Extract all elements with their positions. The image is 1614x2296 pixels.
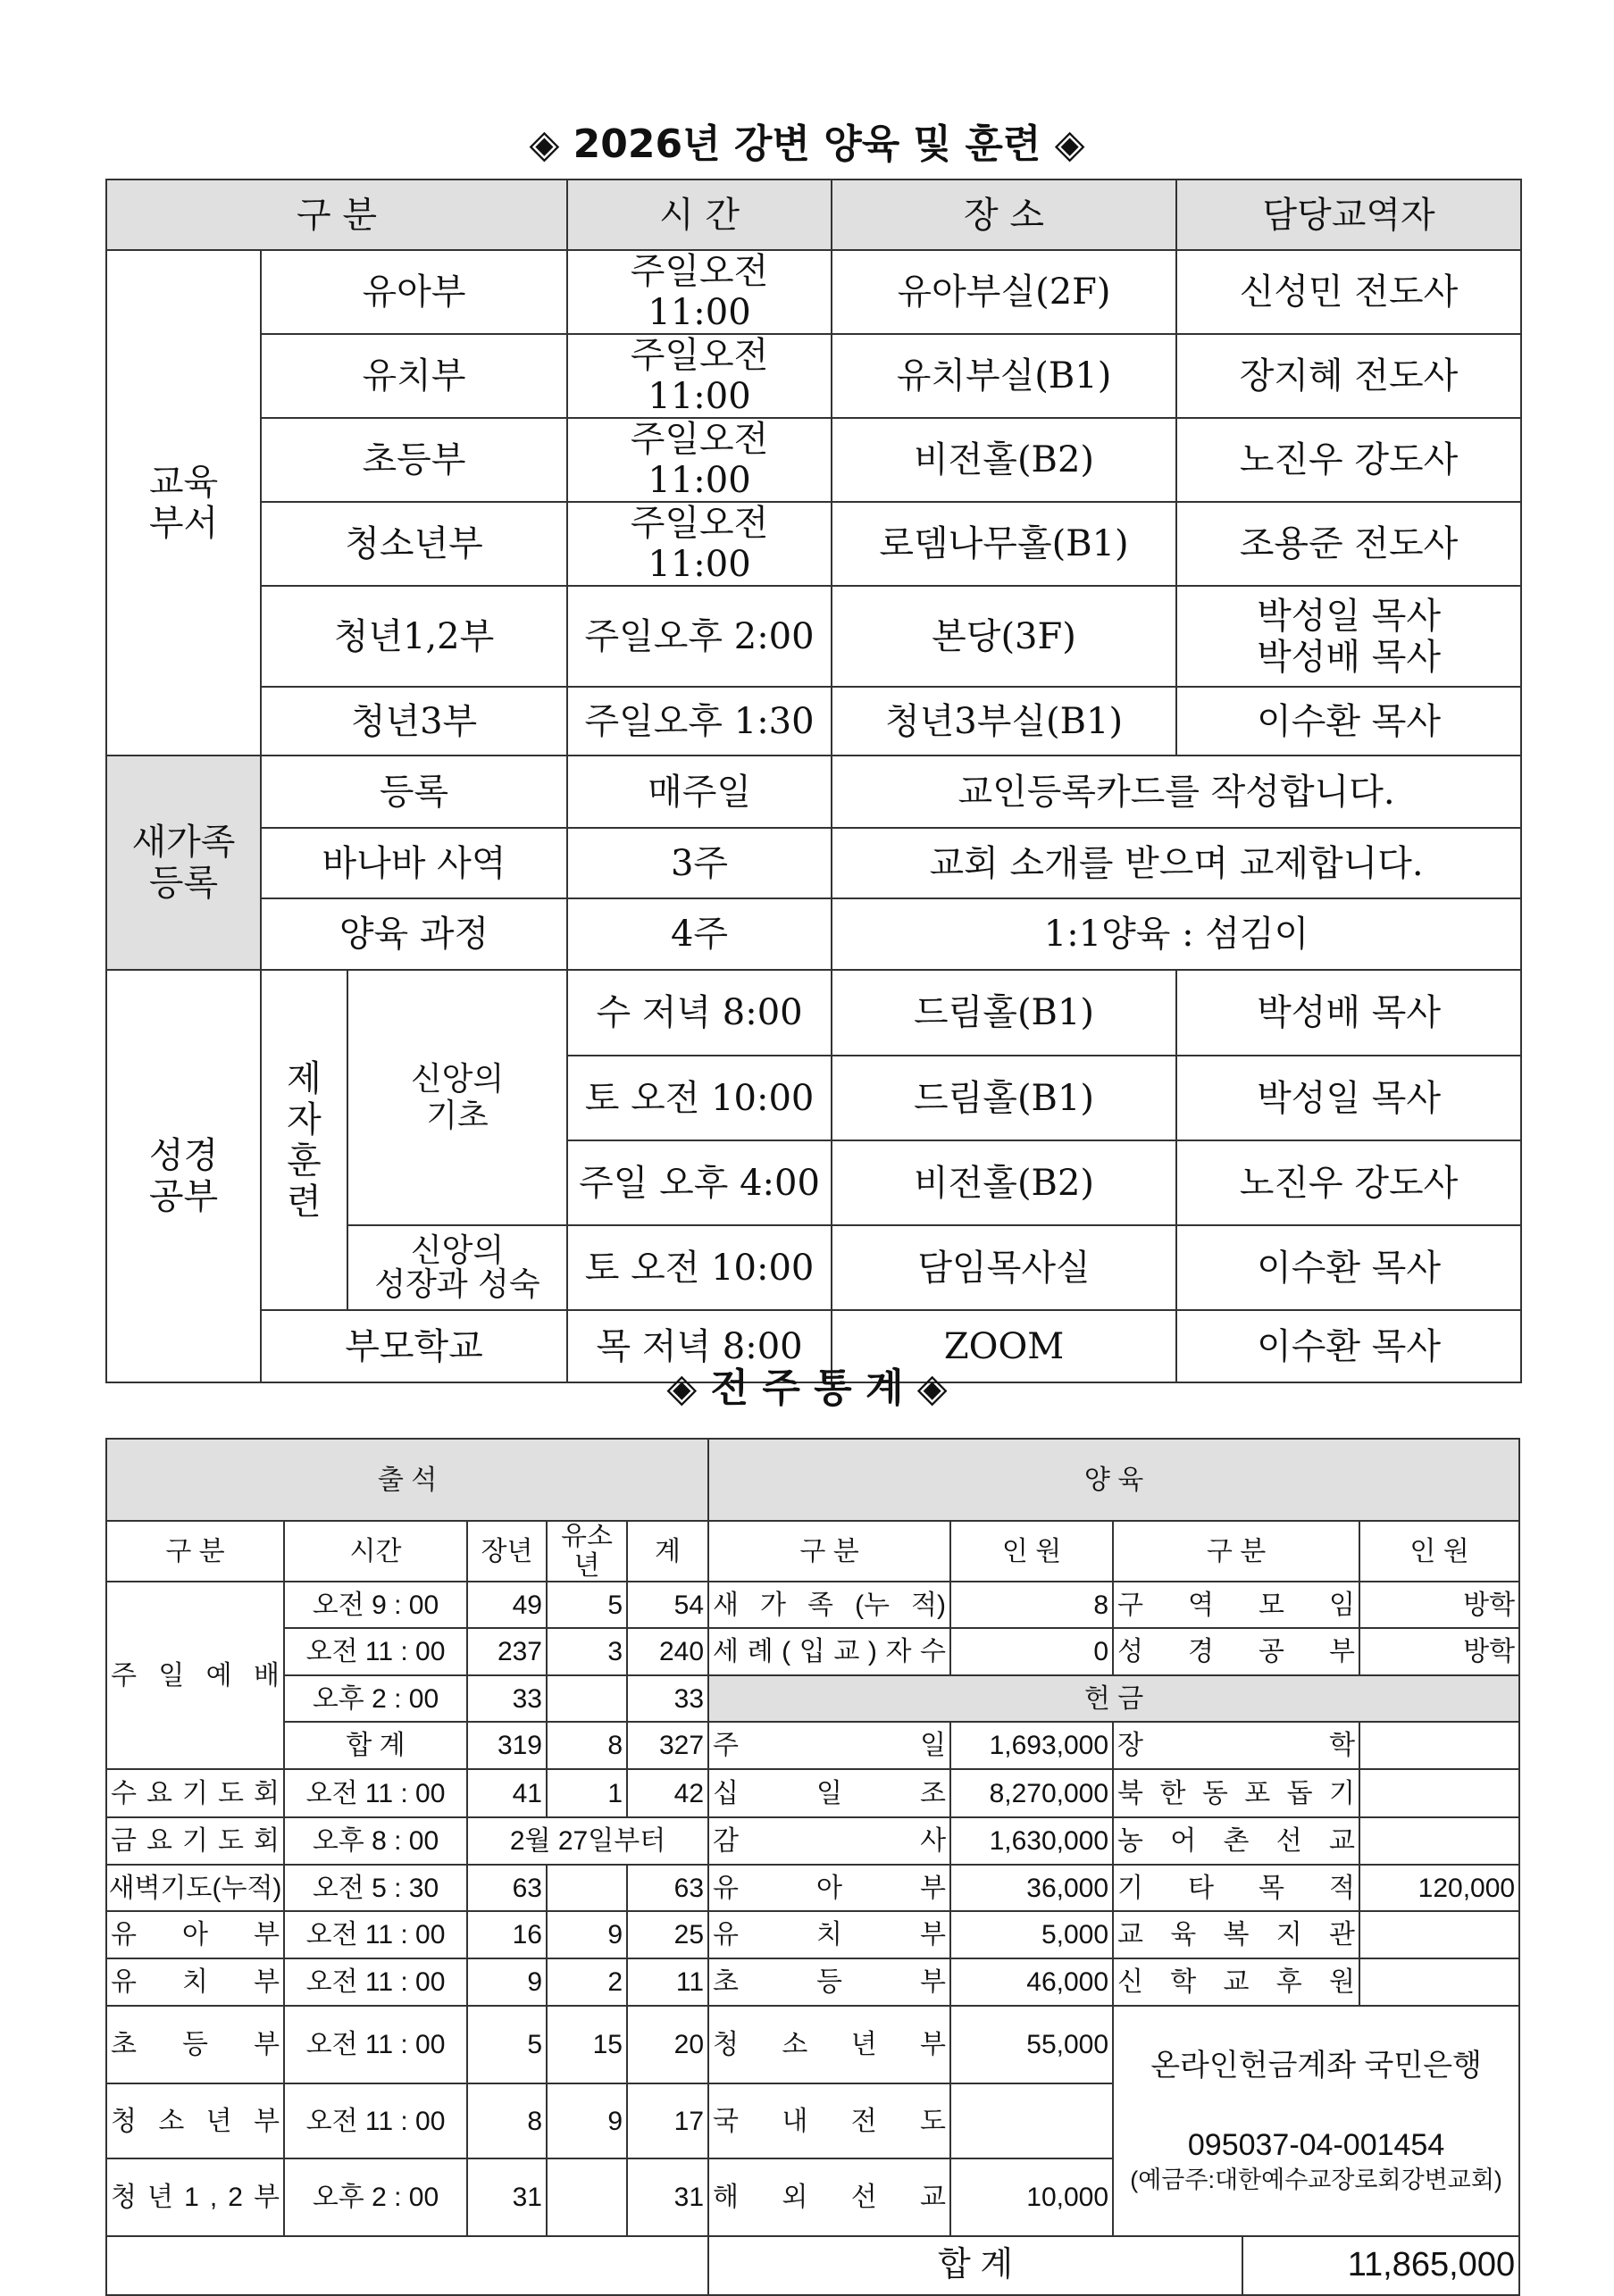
place: 드림홀(B1) [832,970,1176,1056]
header-n-count2: 인 원 [1359,1521,1519,1582]
service-name: 초 등 부 [106,2006,284,2083]
adult: 31 [467,2158,547,2236]
offering-name2: 교 육 복 지 관 [1113,1911,1359,1958]
adult: 41 [467,1769,547,1817]
header-n-count: 인 원 [950,1521,1113,1582]
total: 54 [627,1582,708,1628]
youth [547,1675,627,1722]
table-row [106,1911,1519,1958]
header-staff: 담당교역자 [1176,180,1521,250]
bank-line: 온라인헌금계좌 국민은행 [1150,2049,1482,2083]
offering-amount2 [1359,1817,1519,1865]
adult: 8 [467,2083,547,2158]
youth: 15 [547,2006,627,2083]
offering-amount: 8,270,000 [950,1769,1113,1817]
offering-amount: 55,000 [950,2006,1113,2083]
offering-name: 십 일 조 [708,1769,950,1817]
offering-amount: 46,000 [950,1958,1113,2006]
total: 327 [627,1722,708,1769]
time: 목 저녁 8:00 [567,1310,832,1382]
stats-table [105,1438,1520,2296]
sunday-label: 주 일 예 배 [106,1582,284,1769]
staff: 박성일 목사 박성배 목사 [1176,586,1521,687]
time: 주일오후 1:30 [567,687,832,756]
adult: 5 [467,2006,547,2083]
table-row [106,898,1521,970]
table-row [106,1865,1519,1911]
time: 주일오전 11:00 [567,502,832,586]
offering-amount2 [1359,1911,1519,1958]
header-category: 구 분 [106,180,567,250]
staff: 박성배 목사 [1176,970,1521,1056]
time: 오전 9 : 00 [284,1582,467,1628]
time: 오전 5 : 30 [284,1865,467,1911]
service-name: 수 요 기 도 회 [106,1769,284,1817]
youth [547,1865,627,1911]
offering-amount: 1,630,000 [950,1817,1113,1865]
table-row [106,687,1521,756]
time: 오전 11 : 00 [284,1769,467,1817]
offering-amount: 10,000 [950,2158,1113,2236]
bible-label: 성경 공부 [106,970,261,1382]
place: 본당(3F) [832,586,1176,687]
offering-name: 감 사 [708,1817,950,1865]
offering-name: 유 치 부 [708,1911,950,1958]
youth: 2 [547,1958,627,2006]
bank-holder: (예금주:대한예수교장로회강변교회) [1130,2166,1502,2193]
adult: 16 [467,1911,547,1958]
service-name: 유 치 부 [106,1958,284,2006]
header-n-category2: 구 분 [1113,1521,1359,1582]
item: 바나바 사역 [261,828,567,898]
service-name: 청 소 년 부 [106,2083,284,2158]
youth: 3 [547,1628,627,1675]
period: 4주 [567,898,832,970]
total-label: 합 계 [708,2236,1242,2295]
total: 31 [627,2158,708,2236]
total: 240 [627,1628,708,1675]
staff: 신성민 전도사 [1176,250,1521,334]
item: 등록 [261,756,567,828]
subtotal-label: 합 계 [284,1722,467,1769]
header-youth: 유소년 [547,1521,627,1582]
dept: 청년3부 [261,687,567,756]
service-name: 새벽기도(누적) [106,1865,284,1911]
adult: 63 [467,1865,547,1911]
period: 3주 [567,828,832,898]
table-row [106,1769,1519,1817]
time: 오전 11 : 00 [284,2083,467,2158]
time: 주일오후 2:00 [567,586,832,687]
youth: 9 [547,1911,627,1958]
time: 오후 2 : 00 [284,1675,467,1722]
adult: 33 [467,1675,547,1722]
total: 33 [627,1675,708,1722]
youth: 5 [547,1582,627,1628]
total: 42 [627,1769,708,1817]
table-row [106,2006,1519,2083]
table-row [106,502,1521,586]
table-row [106,1817,1519,1865]
description: 교인등록카드를 작성합니다. [832,756,1521,828]
place: 로뎀나무홀(B1) [832,502,1176,586]
nurture-count: 0 [950,1628,1113,1675]
offering-name2: 북 한 동 포 돕 기 [1113,1769,1359,1817]
offering-amount [950,2083,1113,2158]
header-time: 시간 [284,1521,467,1582]
dept: 청년1,2부 [261,586,567,687]
time: 주일 오후 4:00 [567,1140,832,1225]
description: 1:1양육 : 섬김이 [832,898,1521,970]
header-row [106,180,1521,250]
place: 유아부실(2F) [832,250,1176,334]
discipleship-label: 제 자 훈 련 [261,970,347,1310]
adult: 237 [467,1628,547,1675]
offering-amount: 1,693,000 [950,1722,1113,1769]
table-row [106,1958,1519,2006]
place: 유치부실(B1) [832,334,1176,418]
item: 양육 과정 [261,898,567,970]
offering-amount: 5,000 [950,1911,1113,1958]
nurture-name: 세 례 ( 입 교 ) 자 수 [708,1628,950,1675]
header-time: 시 간 [567,180,832,250]
section-header-row [106,1439,1519,1521]
offering-amount2: 120,000 [1359,1865,1519,1911]
growth-label: 신앙의 성장과 성숙 [347,1225,567,1310]
total: 20 [627,2006,708,2083]
staff: 장지혜 전도사 [1176,334,1521,418]
time: 주일오전 11:00 [567,418,832,502]
time: 오전 11 : 00 [284,2006,467,2083]
offering-name2: 농 어 촌 선 교 [1113,1817,1359,1865]
total: 11 [627,1958,708,2006]
staff: 이수환 목사 [1176,1225,1521,1310]
nurture-name: 새 가 족 (누 적) [708,1582,950,1628]
youth: 9 [547,2083,627,2158]
empty-cell [106,2236,708,2295]
parents-label: 부모학교 [261,1310,567,1382]
offering-amount2 [1359,1769,1519,1817]
staff: 이수환 목사 [1176,687,1521,756]
nurture-label: 양 육 [708,1439,1519,1521]
table-row [106,250,1521,334]
offering-amount2 [1359,1722,1519,1769]
adult: 9 [467,1958,547,2006]
place: 비전홀(B2) [832,1140,1176,1225]
nurture-count2: 방학 [1359,1582,1519,1628]
staff: 노진우 강도사 [1176,418,1521,502]
header-category: 구 분 [106,1521,284,1582]
total-amount: 11,865,000 [1242,2236,1519,2295]
offering-name2: 기 타 목 적 [1113,1865,1359,1911]
time: 토 오전 10:00 [567,1056,832,1140]
total: 17 [627,2083,708,2158]
time: 오후 2 : 00 [284,2158,467,2236]
offering-name2: 신 학 교 후 원 [1113,1958,1359,2006]
offering-name: 유 아 부 [708,1865,950,1911]
dept: 유치부 [261,334,567,418]
basics-label: 신앙의 기초 [347,970,567,1225]
edu-label: 교육 부서 [106,250,261,756]
newfamily-label: 새가족 등록 [106,756,261,970]
training-table [105,179,1522,1383]
training-title: ◈ 2026년 강변 양육 및 훈련 ◈ [529,121,1085,167]
offering-amount2 [1359,1958,1519,2006]
table-row [106,970,1521,1056]
nurture-count2: 방학 [1359,1628,1519,1675]
time: 주일오전 11:00 [567,250,832,334]
time: 토 오전 10:00 [567,1225,832,1310]
staff: 이수환 목사 [1176,1310,1521,1382]
header-row [106,1521,1519,1582]
table-row [106,1582,1519,1628]
table-row [106,418,1521,502]
total: 63 [627,1865,708,1911]
table-row [106,828,1521,898]
place: 비전홀(B2) [832,418,1176,502]
table-row [106,1675,1519,1722]
youth: 1 [547,1769,627,1817]
time: 오전 11 : 00 [284,1958,467,2006]
dept: 청소년부 [261,502,567,586]
offering-name: 초 등 부 [708,1958,950,2006]
youth [547,2158,627,2236]
table-row [106,1722,1519,1769]
bank-account: 095037-04-001454 [1187,2127,1445,2162]
time: 수 저녁 8:00 [567,970,832,1056]
service-name: 청 년 1 , 2 부 [106,2158,284,2236]
staff: 박성일 목사 [1176,1056,1521,1140]
offering-name2: 장 학 [1113,1722,1359,1769]
place: 담임목사실 [832,1225,1176,1310]
time: 주일오전 11:00 [567,334,832,418]
header-place: 장 소 [832,180,1176,250]
offering-name: 주 일 [708,1722,950,1769]
place: 청년3부실(B1) [832,687,1176,756]
time: 오전 11 : 00 [284,1628,467,1675]
place: ZOOM [832,1310,1176,1382]
adult: 49 [467,1582,547,1628]
total: 25 [627,1911,708,1958]
time: 오전 11 : 00 [284,1911,467,1958]
service-name: 금 요 기 도 회 [106,1817,284,1865]
adult: 319 [467,1722,547,1769]
dept: 초등부 [261,418,567,502]
offering-label: 헌 금 [708,1675,1519,1722]
youth: 8 [547,1722,627,1769]
offering-name: 해 외 선 교 [708,2158,950,2236]
time: 오후 8 : 00 [284,1817,467,1865]
header-total: 계 [627,1521,708,1582]
service-name: 유 아 부 [106,1911,284,1958]
stats-title: ◈ 전 주 통 계 ◈ [666,1365,948,1411]
nurture-name2: 구 역 모 임 [1113,1582,1359,1628]
bank-info [1113,2006,1519,2236]
offering-name: 청 소 년 부 [708,2006,950,2083]
place: 드림홀(B1) [832,1056,1176,1140]
attendance-label: 출 석 [106,1439,708,1521]
table-row [106,1628,1519,1675]
total-row [106,2236,1519,2295]
nurture-count: 8 [950,1582,1113,1628]
offering-name: 국 내 전 도 [708,2083,950,2158]
staff: 조용준 전도사 [1176,502,1521,586]
table-row [106,334,1521,418]
nurture-name2: 성 경 공 부 [1113,1628,1359,1675]
table-row [106,756,1521,828]
offering-amount: 36,000 [950,1865,1113,1911]
period: 매주일 [567,756,832,828]
dept: 유아부 [261,250,567,334]
header-n-category: 구 분 [708,1521,950,1582]
description: 교회 소개를 받으며 교제합니다. [832,828,1521,898]
note: 2월 27일부터 [467,1817,708,1865]
table-row [106,586,1521,687]
header-adult: 장년 [467,1521,547,1582]
staff: 노진우 강도사 [1176,1140,1521,1225]
